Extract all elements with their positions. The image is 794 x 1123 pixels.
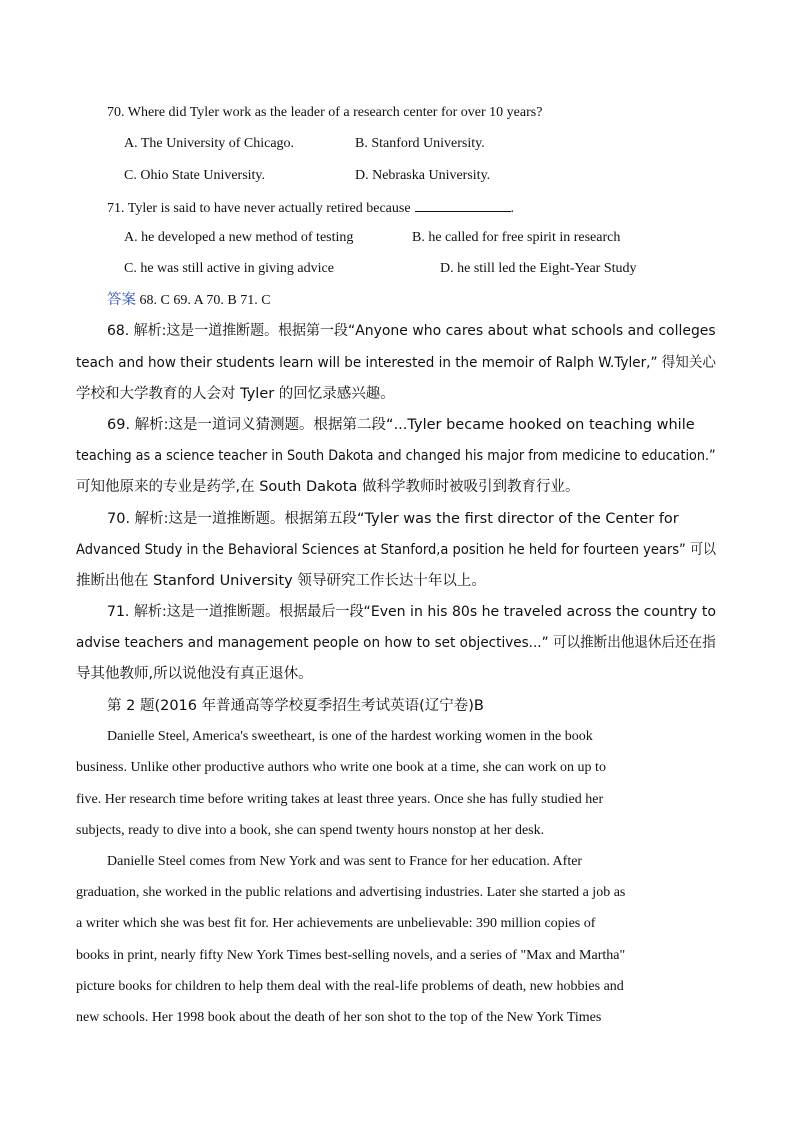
passage-p1-line-1: Danielle Steel, America's sweetheart, is one of the hardest working women in the book <box>107 729 593 744</box>
passage-p2-line-6: new schools. Her 1998 book about the death of her son shot to the top of the New York Times <box>76 1010 602 1025</box>
analysis-71-line-3: 导其他教师,所以说他没有真正退休。 <box>76 666 313 682</box>
question-70-option-c: C. Ohio State University. <box>124 168 266 183</box>
passage-p1-line-4: subjects, ready to dive into a book, she can spend twenty hours nonstop at her desk. <box>76 823 545 838</box>
passage-p1-line-3: five. Her research time before writing takes at least three years. Once she has fully studied her <box>76 792 604 807</box>
passage-p1-line-2: business. Unlike other productive authors who write one book at a time, she can work on up to <box>76 760 606 775</box>
analysis-68-line-1: 68. 解析:这是一道推断题。根据第一段“Anyone who cares about what schools and colleges <box>107 323 716 339</box>
question-71-option-b: B. he called for free spirit in research <box>412 230 621 245</box>
analysis-70-line-2: Advanced Study in the Behavioral Sciences at Stanford,a position he held for fourteen years” 可以 <box>76 542 717 558</box>
analysis-69-line-3: 可知他原来的专业是药学,在 South Dakota 做科学教师时被吸引到教育行业。 <box>76 479 580 495</box>
passage-p2-line-5: picture books for children to help them deal with the real-life problems of death, new hobbies and <box>76 979 624 994</box>
analysis-69-line-1: 69. 解析:这是一道词义猜测题。根据第二段“...Tyler became hooked on teaching while <box>107 417 695 433</box>
section-2-heading: 第 2 题(2016 年普通高等学校夏季招生考试英语(辽宁卷)B <box>107 698 484 714</box>
question-71-option-a: A. he developed a new method of testing <box>124 230 354 245</box>
answer-text: 68. C 69. A 70. B 71. C <box>136 293 271 308</box>
passage-p2-line-4: books in print, nearly fifty New York Times best-selling novels, and a series of "Max and Martha" <box>76 948 626 963</box>
analysis-71-line-2: advise teachers and management people on how to set objectives...” 可以推断出他退休后还在指 <box>76 635 716 651</box>
question-71-stem-text: 71. Tyler is said to have never actually retired because <box>107 201 411 216</box>
question-70-option-b: B. Stanford University. <box>355 136 485 151</box>
question-71-stem <box>107 198 514 218</box>
analysis-71-line-1: 71. 解析:这是一道推断题。根据最后一段“Even in his 80s he traveled across the country to <box>107 604 716 620</box>
question-70-stem: 70. Where did Tyler work as the leader of a research center for over 10 years? <box>107 105 543 120</box>
question-71-stem-end: . <box>510 201 515 216</box>
answer-label: 答案 <box>107 292 136 308</box>
analysis-70-line-3: 推断出他在 Stanford University 领导研究工作长达十年以上。 <box>76 573 486 589</box>
passage-p2-line-3: a writer which she was best fit for. Her achievements are unbelievable: 390 million copies of <box>76 916 596 931</box>
passage-p2-line-1: Danielle Steel comes from New York and was sent to France for her education. After <box>107 854 583 869</box>
analysis-68-line-2: teach and how their students learn will be interested in the memoir of Ralph W.Tyler,” 得知关心 <box>76 355 716 371</box>
analysis-70-line-1: 70. 解析:这是一道推断题。根据第五段“Tyler was the first director of the Center for <box>107 511 679 527</box>
answer-line <box>107 291 271 310</box>
analysis-68-line-3: 学校和大学教育的人会对 Tyler 的回忆录感兴趣。 <box>76 386 395 402</box>
question-70-option-a: A. The University of Chicago. <box>124 136 295 151</box>
analysis-69-line-2: teaching as a science teacher in South Dakota and changed his major from medicine to education.” <box>76 448 716 464</box>
passage-p2-line-2: graduation, she worked in the public relations and advertising industries. Later she started a job as <box>76 885 626 900</box>
question-71-option-d: D. he still led the Eight-Year Study <box>440 261 637 276</box>
answer-blank <box>415 198 511 212</box>
question-71-option-c: C. he was still active in giving advice <box>124 261 334 276</box>
question-70-option-d: D. Nebraska University. <box>355 168 491 183</box>
